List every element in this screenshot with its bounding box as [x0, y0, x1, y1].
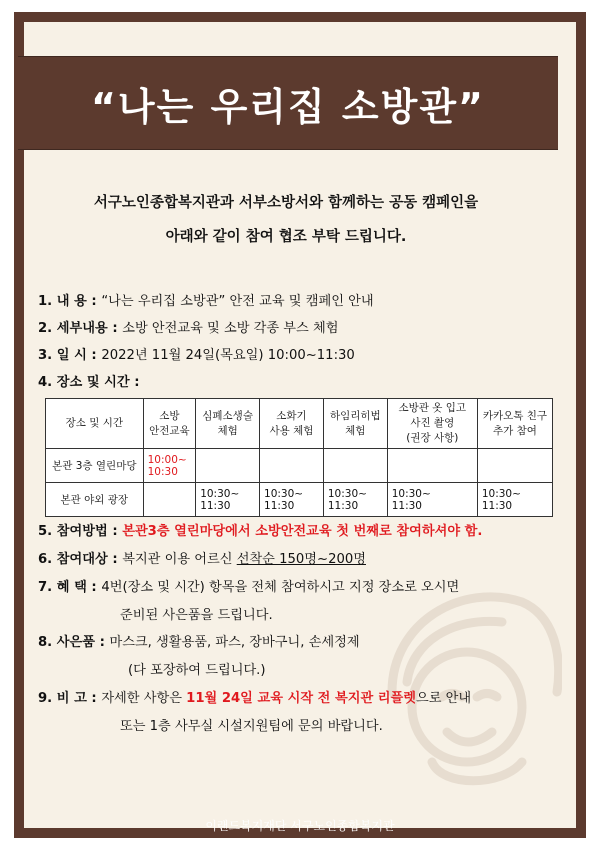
footer-text: 이랜드복지재단 서구노인종합복지관: [205, 819, 395, 833]
item-benefit-value: 4번(장소 및 시간) 항목을 전체 참여하시고 지정 장소로 오시면: [101, 580, 460, 595]
firefighter-illustration: [372, 572, 562, 792]
table-cell: [387, 449, 477, 483]
table-header: 심폐소생술 체험: [196, 399, 260, 449]
item-place-time: [38, 371, 140, 390]
item-content-label: 1. 내 용 :: [38, 294, 102, 309]
item-place-time-label: 4. 장소 및 시간 :: [38, 375, 140, 390]
table-cell: [196, 449, 260, 483]
table-header: 소화기 사용 체험: [260, 399, 324, 449]
title-banner: [18, 56, 558, 150]
item-note: [38, 687, 471, 706]
item-gifts-value: 마스크, 생활용품, 파스, 장바구니, 손세정제: [109, 635, 360, 650]
table-row: [46, 449, 553, 483]
item-method-label: 5. 참여방법 :: [38, 524, 123, 539]
table-cell: 10:30~ 11:30: [196, 483, 260, 517]
page-title: “나는 우리집 소방관”: [90, 84, 486, 129]
table-cell: 10:30~ 11:30: [387, 483, 477, 517]
item-date: [38, 344, 355, 363]
table-cell: [143, 483, 196, 517]
table-header: 소방관 옷 입고 사진 촬영 (권장 사항): [387, 399, 477, 449]
intro-line-1: 서구노인종합복지관과 서부소방서와 함께하는 공동 캠페인을: [93, 195, 479, 211]
item-note-value-2: 또는 1층 사무실 시설지원팀에 문의 바랍니다.: [120, 719, 383, 734]
item-method-value: 본관3층 열린마당에서 소방안전교육 첫 번째로 참여하셔야 함.: [122, 524, 483, 539]
table-cell: [477, 449, 552, 483]
schedule-table: [45, 398, 553, 517]
item-target-label: 6. 참여대상 :: [38, 552, 123, 567]
item-date-label: 3. 일 시 :: [38, 348, 102, 363]
table-cell: [323, 449, 387, 483]
item-content-value: “나는 우리집 소방관” 안전 교육 및 캠페인 안내: [101, 294, 374, 309]
table-header: 장소 및 시간: [46, 399, 144, 449]
table-cell: 10:30~ 11:30: [323, 483, 387, 517]
intro-text: [0, 186, 572, 254]
item-method: [38, 520, 482, 539]
item-gifts-value-2: (다 포장하여 드립니다.): [128, 663, 266, 678]
item-gifts: [38, 631, 360, 650]
item-note-value-a: 자세한 사항은: [101, 691, 187, 706]
table-header-row: [46, 399, 553, 449]
item-detail: [38, 317, 338, 336]
item-target-value-underlined: 선착순 150명~200명: [236, 552, 366, 567]
item-target: [38, 548, 366, 567]
item-content: [38, 290, 374, 309]
table-cell-place: 본관 야외 광장: [46, 483, 144, 517]
table-header: 하임리히법 체험: [323, 399, 387, 449]
item-note-label: 9. 비 고 :: [38, 691, 102, 706]
item-detail-value: 소방 안전교육 및 소방 각종 부스 체험: [122, 321, 339, 336]
table-cell: 10:30~ 11:30: [260, 483, 324, 517]
item-target-value: 복지관 이용 어르신: [122, 552, 237, 567]
item-benefit: [38, 576, 459, 595]
item-note-value-red: 11월 24일 교육 시작 전 복지관 리플렛: [186, 691, 416, 706]
table-cell: 10:00~ 10:30: [143, 449, 196, 483]
table-row: [46, 483, 553, 517]
item-benefit-value-2: 준비된 사은품을 드립니다.: [120, 608, 273, 623]
table-header: 카카오톡 친구 추가 참여: [477, 399, 552, 449]
table-cell: 10:30~ 11:30: [477, 483, 552, 517]
item-detail-label: 2. 세부내용 :: [38, 321, 123, 336]
item-date-value: 2022년 11월 24일(목요일) 10:00~11:30: [101, 348, 355, 363]
table-cell-place: 본관 3층 열린마당: [46, 449, 144, 483]
item-note-value-b: 으로 안내: [416, 691, 472, 706]
table-header: 소방 안전교육: [143, 399, 196, 449]
item-gifts-label: 8. 사은품 :: [38, 635, 110, 650]
item-benefit-label: 7. 혜 택 :: [38, 580, 102, 595]
intro-line-2: 아래와 같이 참여 협조 부탁 드립니다.: [165, 229, 407, 245]
table-cell: [260, 449, 324, 483]
